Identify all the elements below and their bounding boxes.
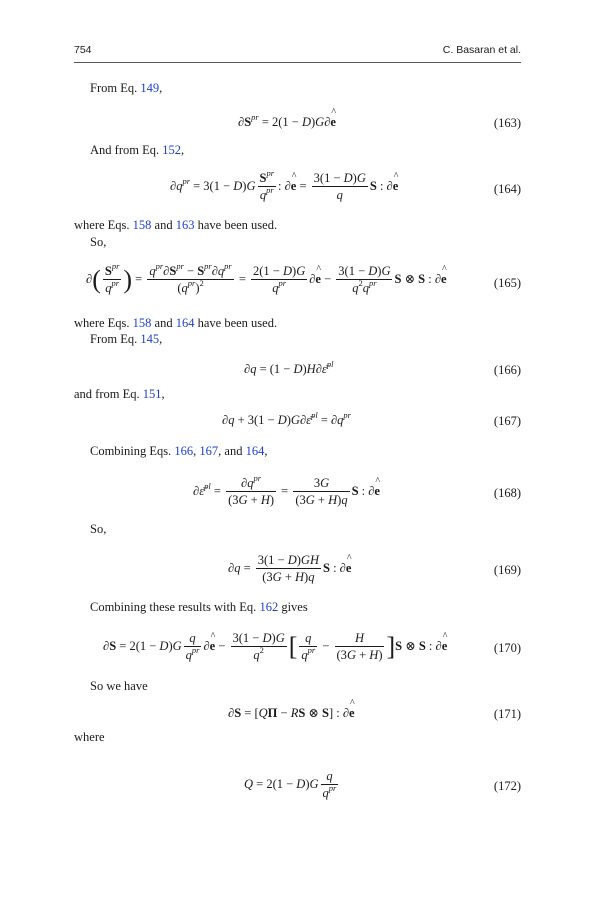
- eq-number-171: (171): [493, 707, 521, 721]
- eq-number-163: (163): [493, 116, 521, 130]
- page-number: 754: [74, 44, 92, 56]
- para-from-eq-149: From Eq. 149,: [90, 81, 163, 95]
- para-from-eq-151: and from Eq. 151,: [74, 387, 165, 401]
- eq-ref-158[interactable]: 158: [132, 218, 152, 232]
- equation-166: ∂q = (1 − D)H∂ε̄$^{pl}$: [244, 359, 334, 376]
- eq-ref-164[interactable]: 164: [175, 316, 195, 330]
- eq-ref-151[interactable]: 151: [142, 387, 162, 401]
- equation-172: Q = 2(1 − D)G q $q^{pr}$: [244, 769, 337, 801]
- para-where-158-164: where Eqs. 158 and 164 have been used.: [74, 316, 278, 330]
- equation-171: ∂S = [QΠ − RS ⊗ S] : ∂^ e: [228, 707, 355, 720]
- equation-168: ∂ε̄$^{pl}$ = $\partial q^{pr}$ (3G + H) = $\frac{3G}{(3G + H)q}$ S : ∂^ e: [193, 476, 380, 508]
- para-so-1: So,: [90, 235, 107, 249]
- para-combining-eqs: Combining Eqs. 166, 167, and 164,: [90, 444, 268, 458]
- para-from-eq-152: And from Eq. 152,: [90, 143, 185, 157]
- para-so-2: So,: [90, 522, 107, 536]
- eq-number-172: (172): [493, 779, 521, 793]
- equation-167: ∂q + 3(1 − D)G∂ε̄$^{pl}$ = $\partial q^{pr}$: [222, 410, 351, 427]
- eq-number-167: (167): [493, 414, 521, 428]
- eq-ref-164b[interactable]: 164: [245, 444, 265, 458]
- header-rule: [74, 62, 521, 63]
- eq-number-165: (165): [493, 276, 521, 290]
- para-where: where: [74, 730, 105, 744]
- equation-170: ∂S = 2(1 − D)G q $q^{pr}$ ∂^ e − $\frac{3(1 - D)G}{q^2}$ [ q $q^{pr}$ − $\frac{H}{(3G + H)}$ ]S ⊗ S : ∂^ e: [103, 631, 447, 663]
- eq-ref-167[interactable]: 167: [199, 444, 219, 458]
- equation-164: $\partial q^{pr} = 3(1 - D)G$ $S^{pr}$ $q^{pr}$ : ∂^ e = $\frac{3(1 - D)G}{q}$ S : ∂^ e: [170, 171, 398, 203]
- eq-ref-166[interactable]: 166: [174, 444, 194, 458]
- eq-ref-152[interactable]: 152: [162, 143, 181, 157]
- author-header: C. Basaran et al.: [442, 44, 521, 56]
- eq-number-169: (169): [493, 563, 521, 577]
- para-where-158-163: where Eqs. 158 and 163 have been used.: [74, 218, 278, 232]
- eq-number-166: (166): [493, 363, 521, 377]
- eq-number-170: (170): [493, 641, 521, 655]
- equation-163: $\partial S^{pr} = 2(1$ − D)G∂^ e: [238, 116, 336, 129]
- eq-ref-158b[interactable]: 158: [132, 316, 152, 330]
- para-so-we-have: So we have: [90, 679, 148, 693]
- eq-ref-149[interactable]: 149: [140, 81, 160, 95]
- eq-number-164: (164): [493, 182, 521, 196]
- equation-169: ∂q = $\frac{3(1 - D)GH}{(3G + H)q}$ S : ∂^ e: [228, 553, 351, 585]
- para-combining-162: Combining these results with Eq. 162 gives: [90, 600, 308, 614]
- equation-165: ∂( $S^{pr}$ $q^{pr}$ ) = $q^{pr}\partial S^{pr} - S^{pr}\partial q^{pr}$ $(q^{pr})^2$ = 2(1 − D)G $q^{pr}$ ∂^ e − 3(1 − D)G $q^2q^{pr}$ S ⊗ S : ∂^ e: [86, 264, 447, 296]
- eq-ref-163[interactable]: 163: [175, 218, 195, 232]
- para-from-eq-145: From Eq. 145,: [90, 332, 163, 346]
- eq-ref-162[interactable]: 162: [259, 600, 279, 614]
- eq-number-168: (168): [493, 486, 521, 500]
- eq-ref-145[interactable]: 145: [140, 332, 160, 346]
